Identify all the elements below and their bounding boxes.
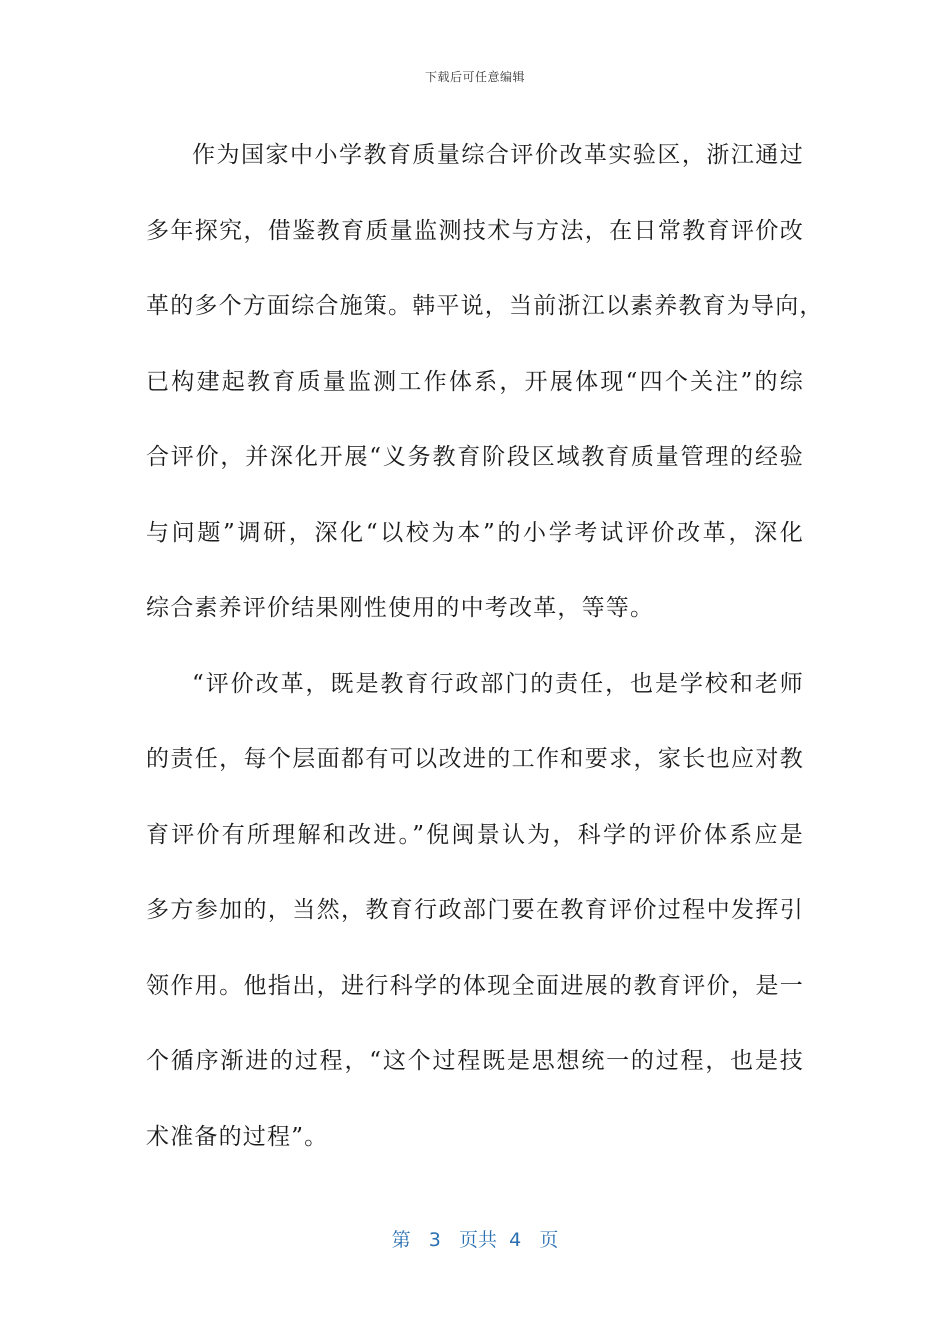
text-line: “评价改革，既是教育行政部门的责任，也是学校和老师: [192, 670, 804, 697]
footer-suffix: 页: [539, 1229, 559, 1251]
header-note: 下载后可任意编辑: [424, 70, 525, 84]
paragraph: [146, 647, 804, 1176]
total-pages-number: 4: [509, 1229, 522, 1251]
text-line: 作为国家中小学教育质量综合评价改革实验区，浙江通过: [192, 142, 804, 168]
paragraph: [146, 118, 824, 647]
text-line: 多方参加的，当然，教育行政部门要在教育评价过程中发挥引: [146, 897, 804, 923]
text-line: 个循序渐进的过程，“这个过程既是思想统一的过程，也是技: [146, 1048, 804, 1074]
page-number-footer: [0, 1225, 950, 1252]
text-line: 领作用。他指出，进行科学的体现全面进展的教育评价，是一: [146, 972, 804, 999]
text-line: 多年探究，借鉴教育质量监测技术与方法，在日常教育评价改: [146, 217, 804, 244]
text-line: 的责任，每个层面都有可以改进的工作和要求，家长也应对教: [146, 746, 804, 772]
current-page-number: 3: [428, 1229, 441, 1251]
footer-prefix: 第: [391, 1229, 411, 1251]
text-line: 合评价，并深化开展“义务教育阶段区域教育质量管理的经验: [146, 444, 804, 470]
text-line: 已构建起教育质量监测工作体系，开展体现“四个关注”的综: [146, 368, 804, 395]
text-line: 术准备的过程”。: [146, 1123, 329, 1150]
text-line: 革的多个方面综合施策。韩平说，当前浙江以素养教育为导向，: [146, 293, 824, 319]
text-line: 与问题”调研，深化“以校为本”的小学考试评价改革，深化: [146, 519, 804, 546]
document-body: [146, 118, 824, 1175]
text-line: 育评价有所理解和改进。”倪闽景认为，科学的评价体系应是: [146, 821, 804, 848]
text-line: 综合素养评价结果刚性使用的中考改革，等等。: [146, 595, 655, 621]
footer-middle: 页共: [459, 1229, 498, 1251]
